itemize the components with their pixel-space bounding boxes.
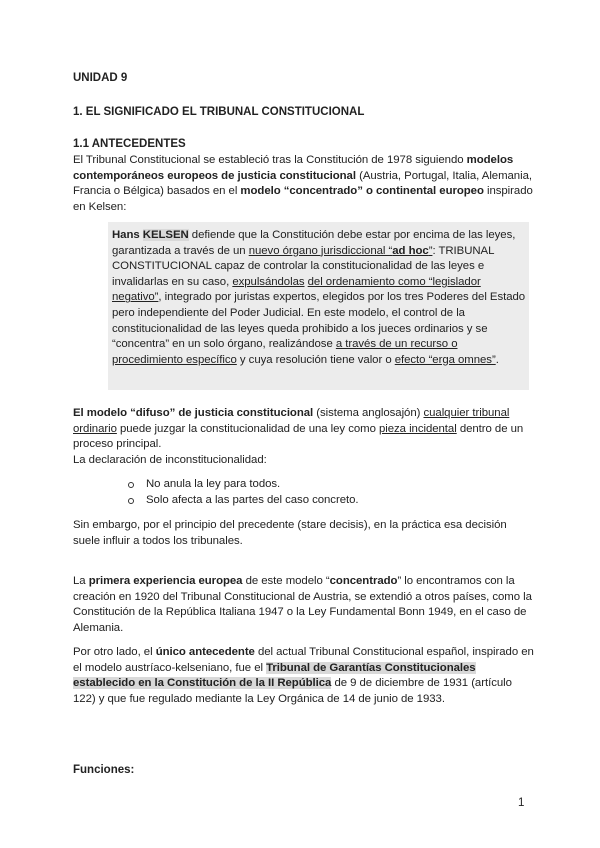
- text-run: (sistema anglosajón): [313, 407, 424, 419]
- precedente-paragraph: Sin embargo, por el principio del precedente (stare decisis), en la práctica esa decisión suele influir a todos los tribunales.: [73, 519, 507, 547]
- text-run: defiende que la Constitución debe estar por encima de las leyes, garantizada a través de un: [112, 229, 516, 257]
- underlined-text: efecto “erga omnes”: [394, 353, 496, 366]
- bold-text: modelos contemporáneos europeos de justicia constitucional: [73, 154, 514, 182]
- highlighted-text: Tribunal de Garantías Constitucionales establecido en la Constitución de la II República: [73, 661, 476, 690]
- text-run: .: [495, 353, 499, 366]
- list-item-text: Solo afecta a las partes del caso concreto.: [146, 493, 359, 506]
- bold-text: concentrado: [329, 575, 398, 587]
- circle-bullet-icon: [128, 482, 134, 488]
- text-run: del actual Tribunal Constitucional español, inspirado en el modelo austríaco-kelseniano, fue el: [73, 646, 534, 674]
- list-item-text: No anula la ley para todos.: [146, 478, 281, 490]
- highlighted-text: KELSEN: [142, 229, 189, 241]
- page-number: 1: [518, 797, 525, 809]
- bold-text: El modelo “difuso” de justicia constitucional: [73, 407, 314, 419]
- text-run: , integrado por juristas expertos, elegidos por los tres Poderes del Estado pero independiente del Poder Judicial. En este modelo, el control de la constitucionalidad de las leyes queda prohibido a los jueces ordinarios y se “concentra” en un solo órgano, realizándose: [112, 291, 526, 351]
- bold-text: primera experiencia europea: [88, 575, 243, 587]
- bold-text: único antecedente: [155, 646, 255, 658]
- underlined-text: ordinario: [73, 422, 117, 435]
- bold-text: modelo “concentrado” o continental europeo: [240, 185, 484, 198]
- unico-antecedente-paragraph: [73, 645, 535, 707]
- unit-title: UNIDAD 9: [73, 72, 128, 84]
- underlined-text: cualquier tribunal: [423, 407, 510, 419]
- kelsen-quote-paragraph: [112, 228, 527, 368]
- bullet-list: [126, 477, 359, 508]
- text-run: (Austria, Portugal, Italia, Alemania, Francia o Bélgica) basados en el: [73, 169, 532, 198]
- underlined-text: del ordenamiento como “legislador negativo”: [112, 275, 481, 304]
- underlined-text: pieza incidental: [378, 422, 457, 435]
- text-run: : TRIBUNAL CONSTITUCIONAL capaz de controlar la constitucionalidad de las leyes e invalidarlas en su caso,: [112, 244, 494, 288]
- text-run: dentro de un proceso principal.: [73, 422, 524, 451]
- list-item: [126, 477, 359, 493]
- text-run: puede juzgar la constitucionalidad de una ley como: [116, 422, 379, 435]
- funciones-heading: Funciones:: [73, 764, 135, 776]
- list-item: [126, 493, 359, 509]
- text-run: y cuya resolución tiene valor o: [236, 353, 395, 366]
- text-run: El Tribunal Constitucional se estableció tras la Constitución de 1978 siguiendo: [73, 154, 467, 166]
- underlined-text: expulsándolas: [232, 275, 305, 288]
- underlined-text: nuevo órgano jurisdiccional “: [248, 244, 393, 257]
- primera-experiencia-paragraph: [73, 574, 535, 636]
- text-run: Por otro lado, el: [73, 646, 156, 658]
- text-run: ” lo encontramos con la creación en 1920 del Tribunal Constitucional de Austria, se extendió a otros países, como la Constitución de la República Italiana 1947 o la Ley Fundamental Bonn 1949, en el caso de Alemania.: [73, 575, 532, 634]
- text-run: de este modelo “: [242, 575, 330, 587]
- difuso-paragraph: [73, 406, 533, 468]
- text-run: La: [73, 575, 89, 587]
- text-run: de 9 de diciembre de 1931 (artículo 122) y que fue regulado mediante la Ley Orgánica de 14 de junio de 1933.: [73, 677, 512, 705]
- subsection-title: 1.1 ANTECEDENTES: [73, 138, 186, 150]
- circle-bullet-icon: [128, 498, 134, 504]
- text-run: inspirado en Kelsen:: [73, 185, 533, 213]
- bold-text: Hans: [112, 229, 143, 241]
- underlined-text: ”: [428, 244, 433, 257]
- bold-underlined-text: ad hoc: [392, 244, 429, 257]
- section-title: 1. EL SIGNIFICADO EL TRIBUNAL CONSTITUCIONAL: [73, 106, 365, 118]
- antecedentes-paragraph: [73, 153, 533, 215]
- text-run: La declaración de inconstitucionalidad:: [73, 453, 267, 466]
- underlined-text: a través de un recurso o procedimiento específico: [112, 338, 458, 366]
